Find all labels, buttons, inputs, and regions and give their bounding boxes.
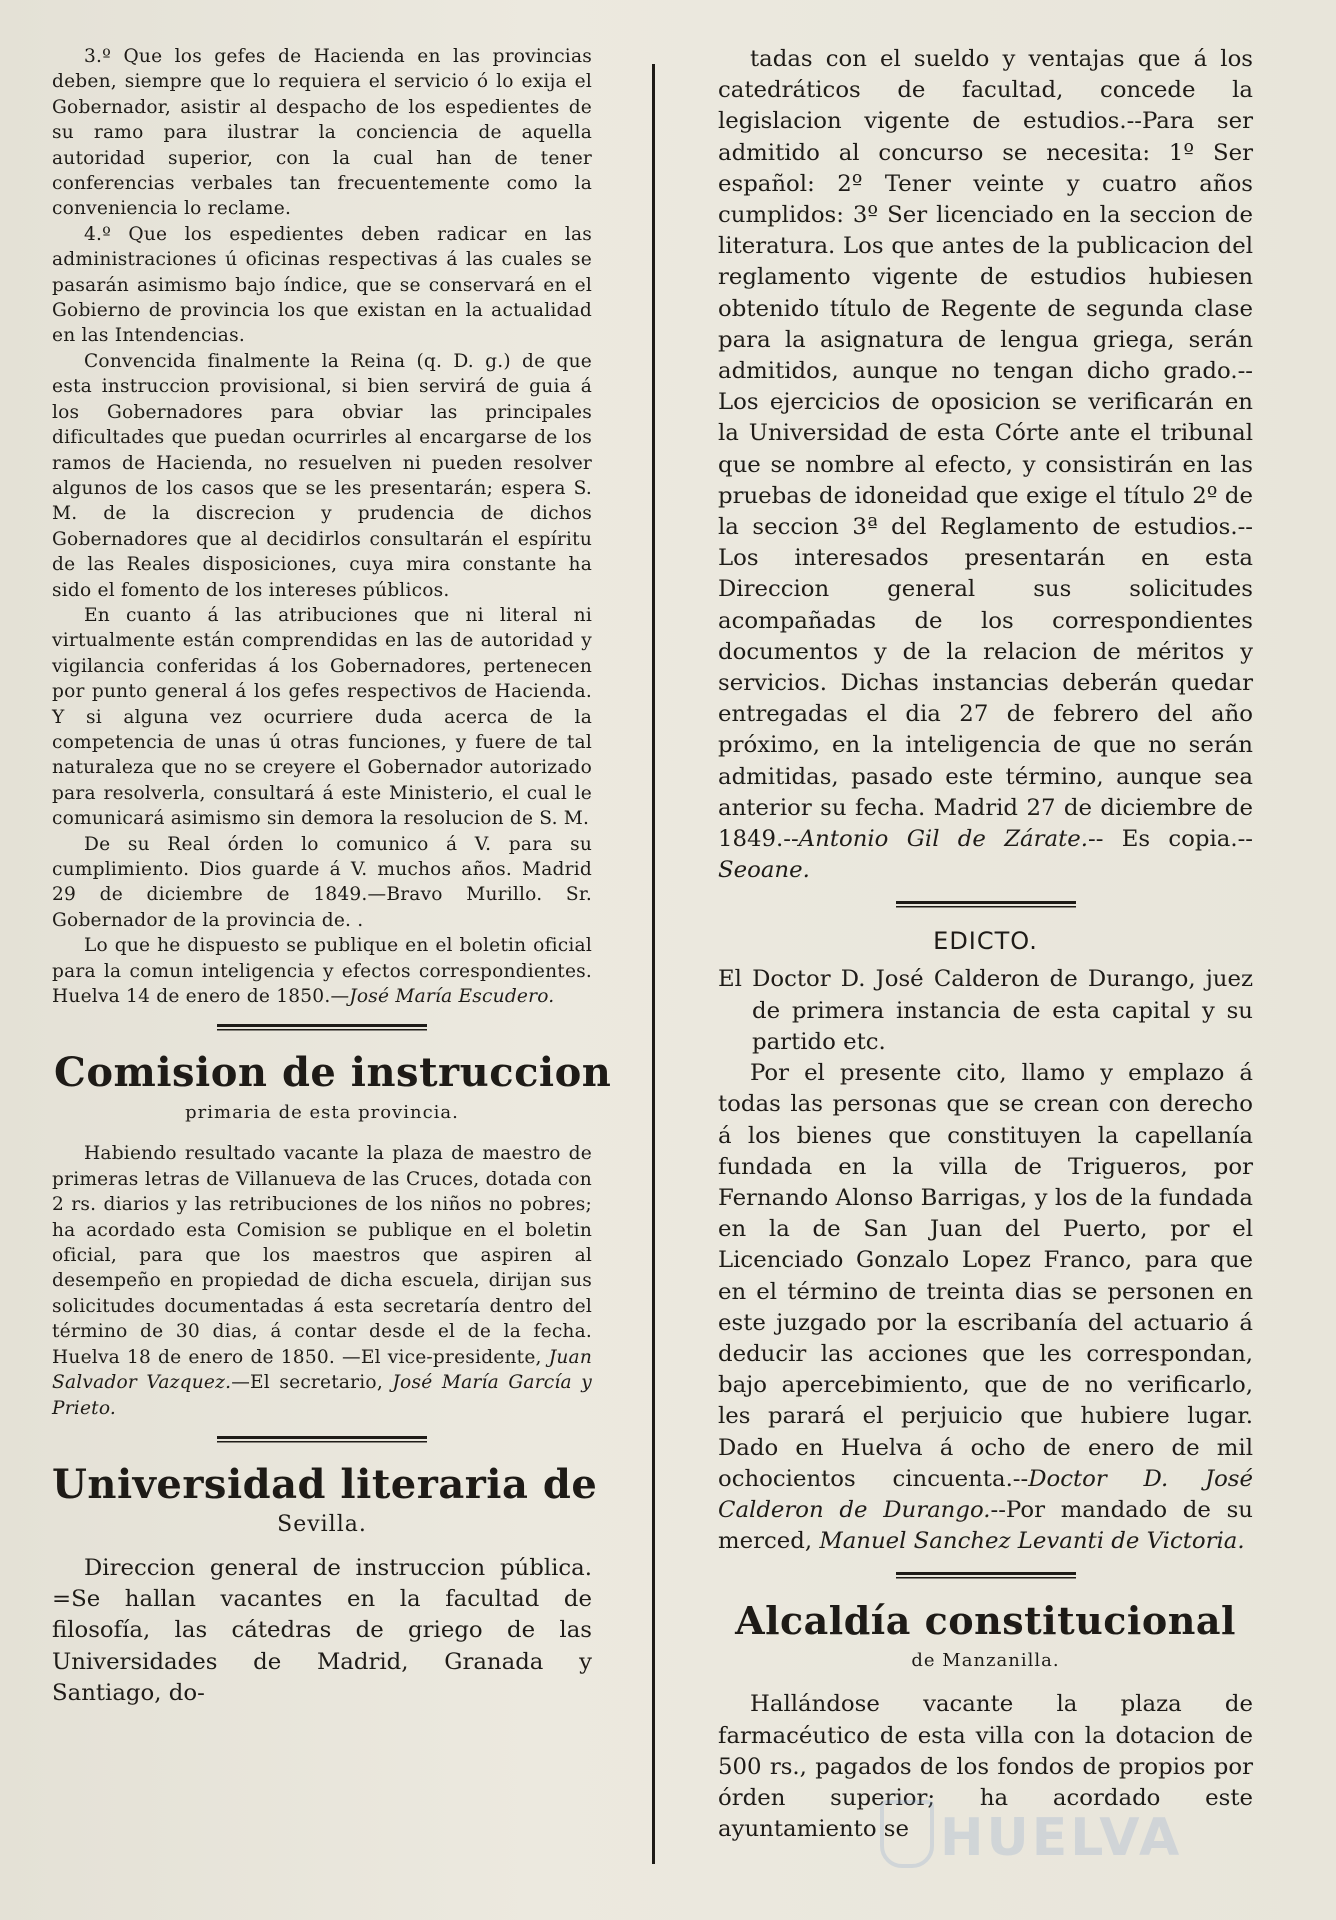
dispuesto-signature: José María Escudero. xyxy=(349,986,555,1008)
comision-heading: Comision de instruccion xyxy=(54,1049,612,1097)
section-divider xyxy=(896,900,1076,910)
dispuesto-paragraph xyxy=(52,933,592,1009)
comision-secretary-label: —El secretario, xyxy=(231,1372,383,1394)
watermark-shield-icon xyxy=(880,1800,934,1868)
edicto-text: Por el presente cito, llamo y emplazo á todas las personas que se crean con derecho á los bienes que constituyen la capellanía fundada en la villa de Trigueros, por Fernando Alonso Barrigas, y los de la fundada en la de San Juan del Puerto, por el Licenciado Gonzalo Lopez Franco, para que en el término de treinta dias se personen en este juzgado por la escribanía del actuario á deducir las acciones que les correspondan, bajo apercebimiento, que de no verificarlo, les parará el perjuicio que hubiere lugar. Dado en Huelva á ocho de enero de mil ochocientos cincuenta.-- xyxy=(718,1060,1253,1492)
edicto-intro-text: El Doctor D. José Calderon de Durango, juez de primera instancia de esta capital y su partido etc. xyxy=(718,966,1253,1055)
comision-paragraph xyxy=(52,1141,592,1420)
comision-vice-president: Juan Salvador Vazquez. xyxy=(52,1346,592,1394)
edicto-judge-signature: Doctor D. José Calderon de Durango. xyxy=(718,1465,1253,1523)
alcaldia-heading: Alcaldía constitucional xyxy=(735,1598,1236,1644)
universidad-continuation-text: tadas con el sueldo y ventajas que á los catedráticos de facultad, concede la legislacion vigente de estudios.--Para ser admitido al concurso se necesita: 1º Ser español: 2º Tener veinte y cuatro años cumplidos: 3º Ser licenciado en la seccion de literatura. Los que antes de la publicacion del reglamento vigente de estudios hubiesen obtenido título de Regente de segunda clase para la asignatura de lengua griega, serán admitidos, aunque no tengan dicho grado.--Los ejercicios de oposicion se verificarán en la Universidad de esta Córte ante el tribunal que se nombre al efecto, y consistirán en las pruebas de idoneidad que exige el título 2º de la seccion 3ª del Reglamento de estudios.--Los interesados presentarán en esta Direccion general sus solicitudes acompañadas de los correspondientes documentos y de la relacion de méritos y servicios. Dichas instancias deberán quedar entregadas el dia 27 de febrero del año próximo, en la inteligencia de que no serán admitidas, pasado este término, aunque sea anterior su fecha. Madrid 27 de diciembre de 1849.-- xyxy=(718,46,1253,853)
universidad-continuation xyxy=(718,44,1253,886)
real-orden-paragraph: De su Real órden lo comunico á V. para su cumplimiento. Dios guarde á V. muchos años. Madrid 29 de diciembre de 1849.—Bravo Murillo. Sr. Gobernador de la provincia de. . xyxy=(52,833,592,931)
column-divider xyxy=(652,64,655,1864)
universidad-paragraph: Direccion general de instruccion pública. =Se hallan vacantes en la facultad de filosofía, las cátedras de griego de las Universidades de Madrid, Granada y Santiago, do- xyxy=(52,1554,592,1706)
dispuesto-text: Lo que he dispuesto se publique en el boletin oficial para la comun inteligencia y efectos correspondientes. Huelva 14 de enero de 1850.— xyxy=(52,935,592,1008)
comision-section xyxy=(52,1141,592,1420)
section-divider xyxy=(217,1023,427,1033)
alcaldia-subheading: de Manzanilla. xyxy=(911,1650,1060,1672)
edicto-intro xyxy=(718,964,1253,1058)
comision-subheading: primaria de esta provincia. xyxy=(185,1102,459,1124)
section-divider xyxy=(217,1435,427,1445)
universidad-signature: Antonio Gil de Zárate. xyxy=(798,826,1089,853)
atribuciones-paragraph: En cuanto á las atribuciones que ni literal ni virtualmente están comprendidas en las de autoridad y vigilancia conferidas á los Gobernadores, pertenecen por punto general á los gefes respectivos de Hacienda. Y si alguna vez ocurriere duda acerca de la competencia de unas ú otras funciones, y fuere de tal naturaleza que no se creyere el Gobernador autorizado para resolverla, consultará á este Ministerio, el cual le comunicará asimismo sin demora la resolucion de S. M. xyxy=(52,604,592,830)
orders-section xyxy=(52,44,592,1009)
edicto-title: EDICTO. xyxy=(933,927,1038,956)
left-column xyxy=(52,44,612,1709)
item-3-paragraph: 3.º Que los gefes de Hacienda en las provincias deben, siempre que lo requiera el servicio ó lo exija el Gobernador, asistir al despacho de los espedientes de su ramo para ilustrar la conciencia de aquella autoridad superior, con la cual han de tener conferencias verbales tan frecuentemente como la conveniencia lo reclame. xyxy=(52,46,592,220)
edicto-paragraph xyxy=(718,1058,1253,1557)
copia-signature: Seoane. xyxy=(718,857,810,884)
right-column xyxy=(718,44,1253,1845)
item-4-paragraph: 4.º Que los espedientes deben radicar en las administraciones ú oficinas respectivas á las cuales se pasarán asimismo bajo índice, que se conservará en el Gobierno de provincia los que existan en la actualidad en las Intendencias. xyxy=(52,223,592,347)
comision-secretary: José María García y Prieto. xyxy=(52,1372,592,1419)
edicto-clerk-signature: Manuel Sanchez Levanti de Victoria. xyxy=(819,1528,1245,1555)
edicto-mandate-label: --Por mandado de su merced, xyxy=(718,1496,1253,1555)
watermark-text: HUELVA xyxy=(940,1808,1183,1868)
section-divider xyxy=(896,1571,1076,1581)
alcaldia-paragraph: Hallándose vacante la plaza de farmacéutico de esta villa con la dotacion de 500 rs., pagados de los fondos de propios por órden superior; ha acordado este ayuntamiento se xyxy=(718,1691,1253,1843)
universidad-section xyxy=(52,1553,592,1709)
reina-paragraph: Convencida finalmente la Reina (q. D. g.) de que esta instruccion provisional, si bien servirá de guia á los Gobernadores para obviar las principales dificultades que puedan ocurrirles al encargarse de los ramos de Hacienda, no resuelven ni pueden resolver algunos de los casos que se les presentarán; espera S. M. de la discrecion y prudencia de dichos Gobernadores que al decidirlos consultarán el espíritu de las Reales disposiciones, cuya mira constante ha sido el fomento de los intereses públicos. xyxy=(52,350,592,601)
universidad-continuation-paragraph xyxy=(718,44,1253,886)
es-copia-label: -- Es copia.-- xyxy=(1088,826,1253,853)
edicto-section xyxy=(718,964,1253,1557)
universidad-subheading: Sevilla. xyxy=(277,1511,367,1537)
comision-text: Habiendo resultado vacante la plaza de maestro de primeras letras de Villanueva de las Cruces, dotada con 2 rs. diarios y las retribuciones de los niños no pobres; ha acordado esta Comision se publique en el boletin oficial, para que los maestros que aspiren al desempeño en propiedad de dicha escuela, dirijan sus solicitudes documentadas á esta secretaría dentro del término de 30 dias, á contar desde el de la fecha. Huelva 18 de enero de 1850. —El vice-presidente, xyxy=(52,1143,592,1368)
universidad-heading: Universidad literaria de xyxy=(52,1460,598,1508)
